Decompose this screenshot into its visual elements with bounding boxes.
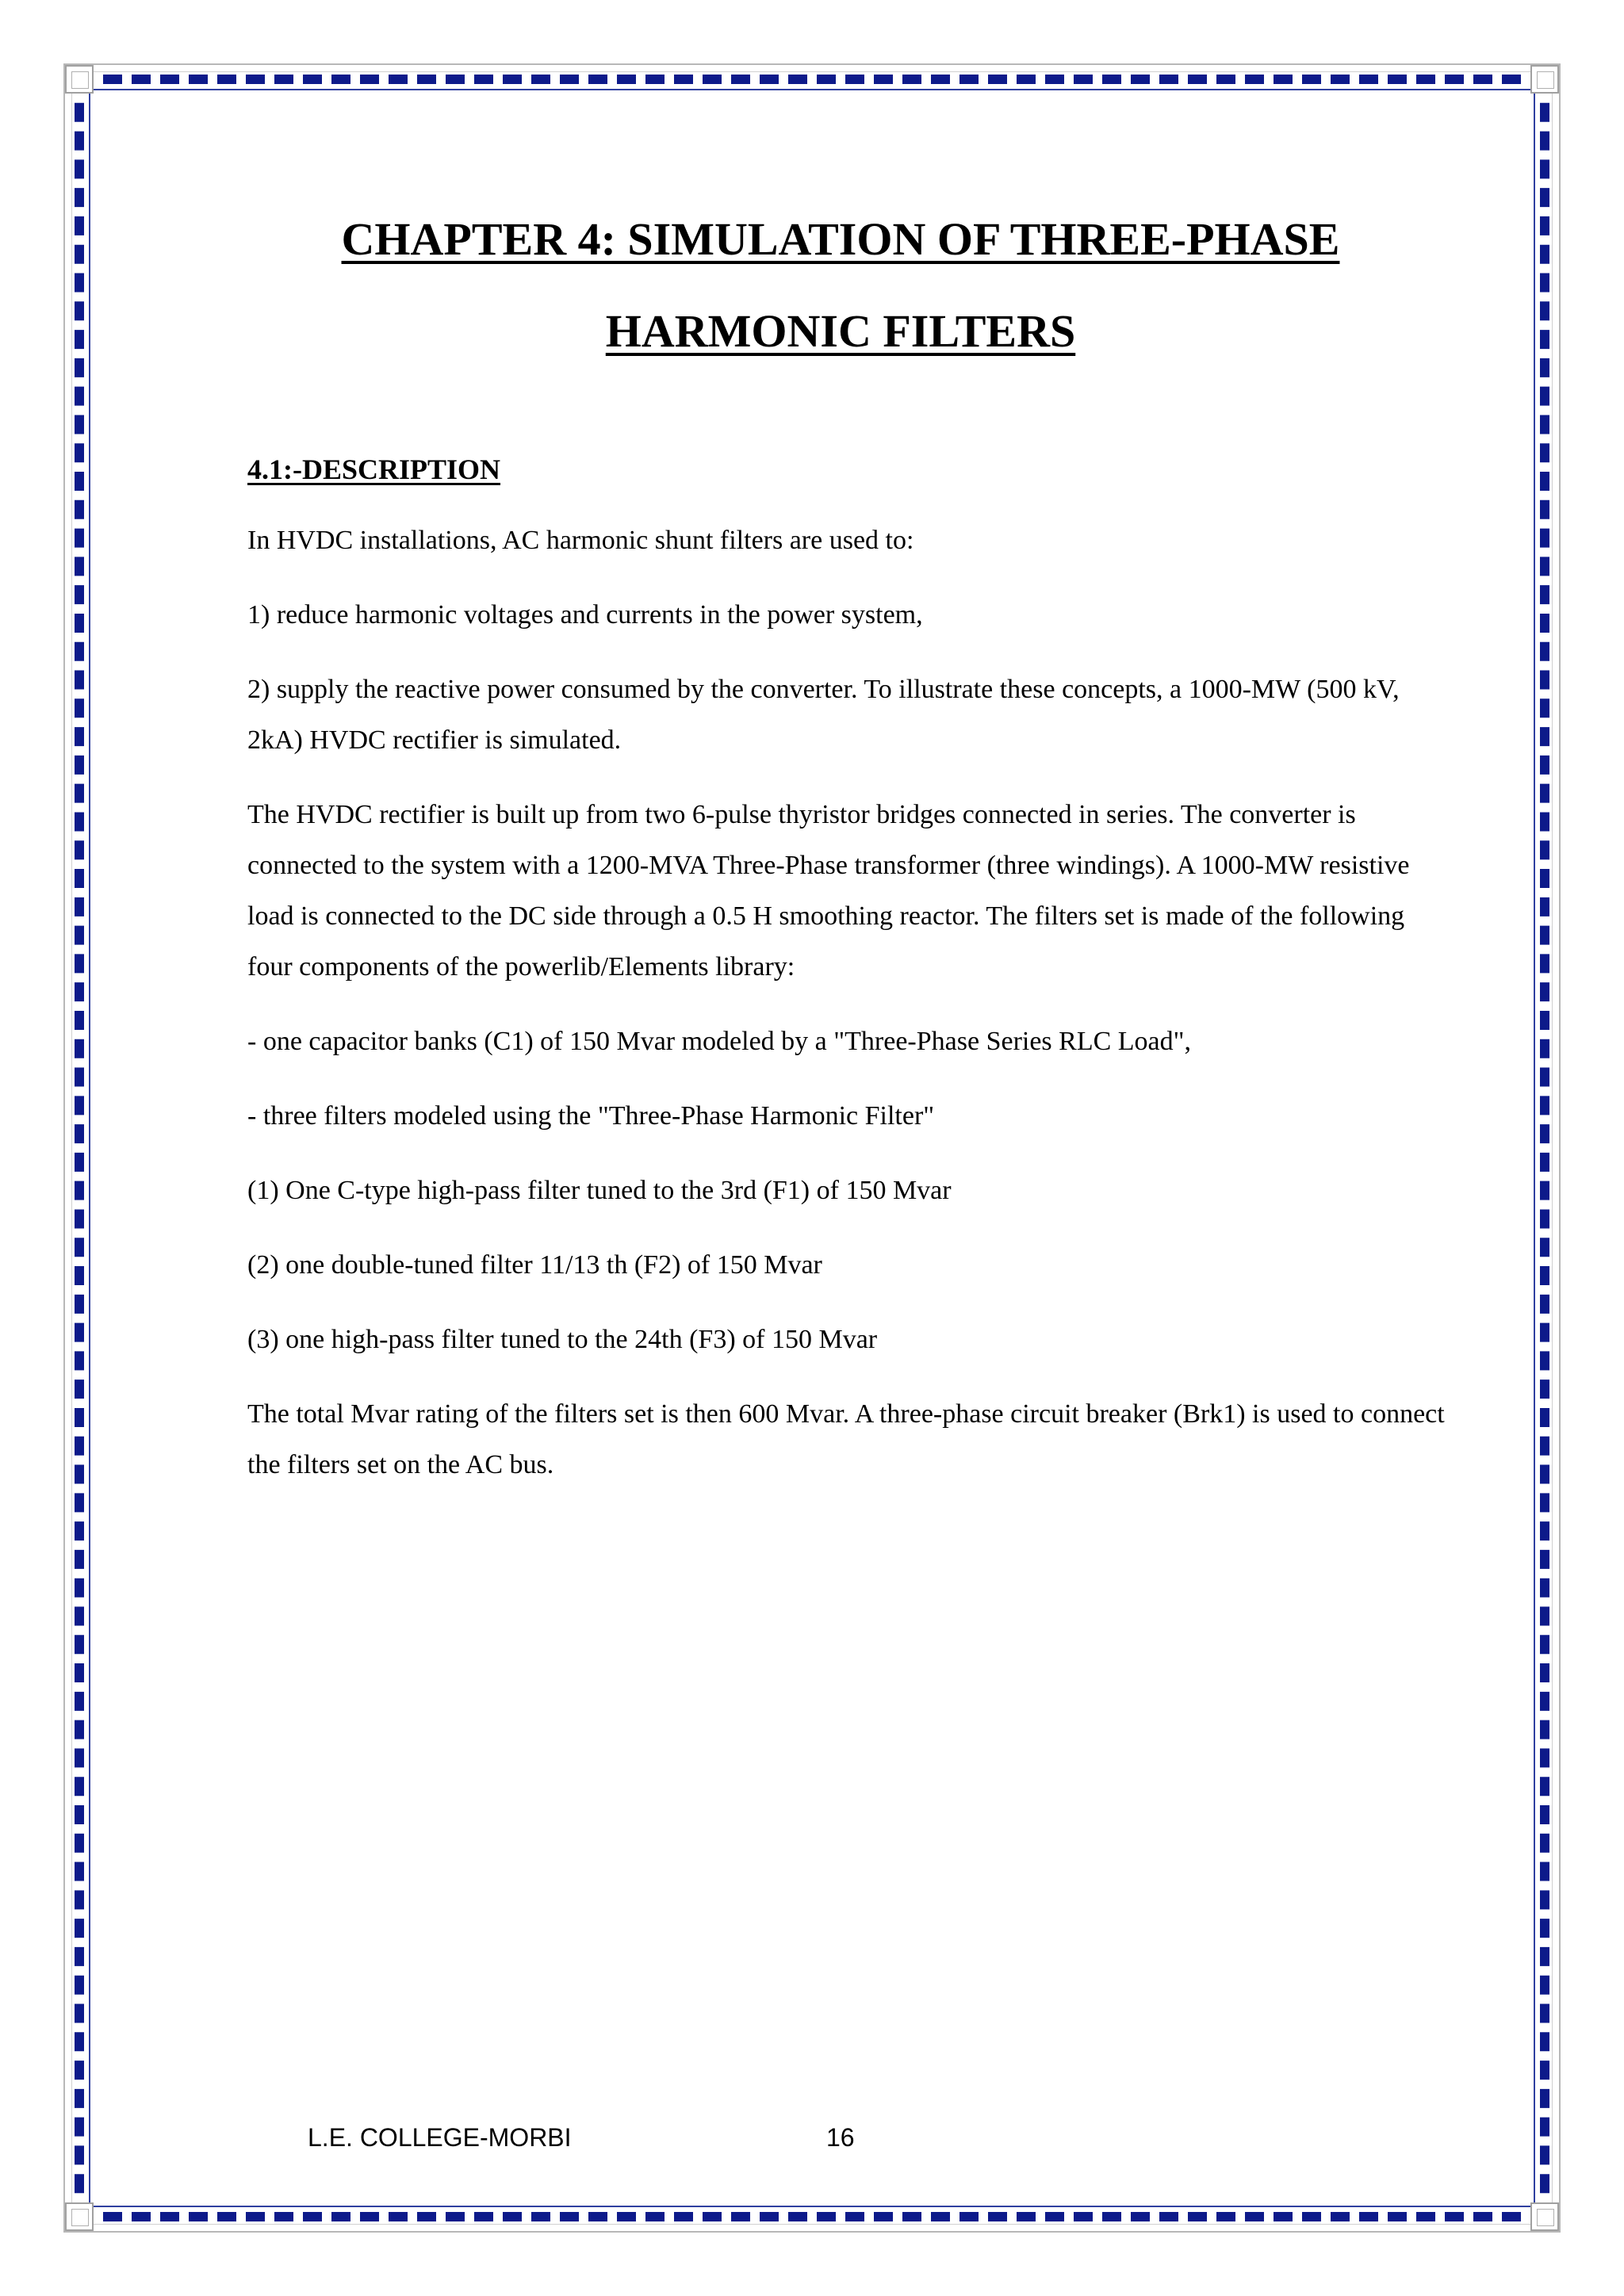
- paragraph-three-filters: - three filters modeled using the "Three-Phase Harmonic Filter": [247, 1101, 935, 1131]
- paragraph-point-1: 1) reduce harmonic voltages and currents in the power system,: [247, 600, 923, 629]
- chapter-title-line-1: CHAPTER 4: SIMULATION OF THREE-PHASE: [341, 213, 1340, 265]
- paragraph-total-rating: The total Mvar rating of the filters set is then 600 Mvar. A three-phase circuit breaker (Brk1) is used to connect the filters set on the AC bus.: [247, 1399, 1445, 1479]
- corner-ornament-bottom-left: [65, 2202, 94, 2231]
- chapter-body: [247, 444, 1453, 1514]
- corner-ornament-top-left: [65, 65, 94, 94]
- corner-ornament-bottom-right: [1530, 2202, 1559, 2231]
- paragraph-filter-3: (3) one high-pass filter tuned to the 24th (F3) of 150 Mvar: [247, 1325, 878, 1354]
- paragraph-filter-1: (1) One C-type high-pass filter tuned to the 3rd (F1) of 150 Mvar: [247, 1176, 952, 1205]
- section-heading: 4.1:-DESCRIPTION: [247, 453, 501, 485]
- chapter-title: [159, 193, 1522, 377]
- paragraph-intro: In HVDC installations, AC harmonic shunt filters are used to:: [247, 526, 914, 555]
- chapter-title-line-2: HARMONIC FILTERS: [605, 305, 1076, 357]
- paragraph-capacitor-bank: - one capacitor banks (C1) of 150 Mvar modeled by a "Three-Phase Series RLC Load",: [247, 1027, 1192, 1056]
- footer-college-name: L.E. COLLEGE-MORBI: [308, 2123, 572, 2152]
- paragraph-filter-2: (2) one double-tuned filter 11/13 th (F2) of 150 Mvar: [247, 1250, 822, 1280]
- corner-ornament-top-right: [1530, 65, 1559, 94]
- paragraph-point-2: 2) supply the reactive power consumed by the converter. To illustrate these concepts, a 1000-MW (500 kV, 2kA) HVDC rectifier is simulated.: [247, 675, 1400, 755]
- paragraph-rectifier: The HVDC rectifier is built up from two 6-pulse thyristor bridges connected in series. The converter is connected to the system with a 1200-MVA Three-Phase transformer (three windings). A 1000-MW resistive load is connected to the DC side through a 0.5 H smoothing reactor. The filters set is made of the following four components of the powerlib/Elements library:: [247, 800, 1410, 982]
- footer-page-number: 16: [826, 2123, 855, 2152]
